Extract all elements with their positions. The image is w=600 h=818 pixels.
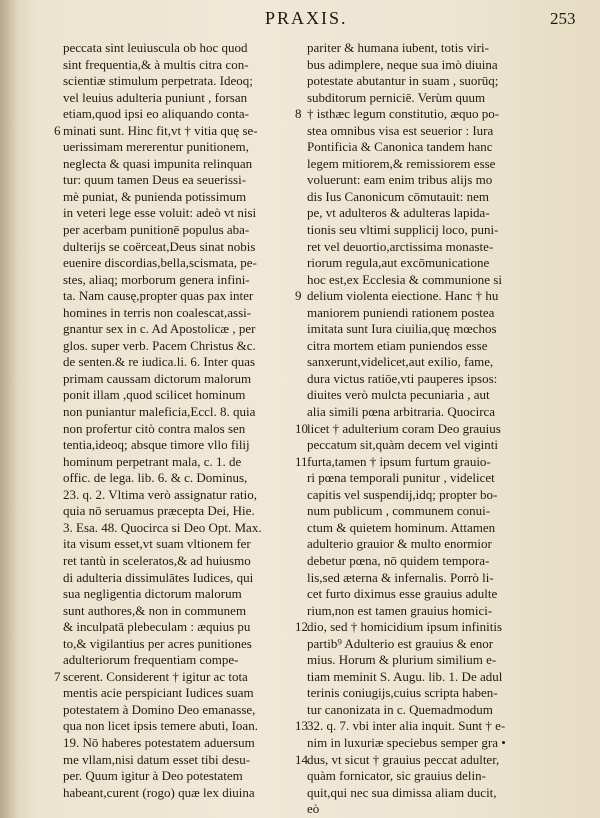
line-text: subditorum perniciē. Verùm quum bbox=[307, 89, 486, 105]
text-line bbox=[307, 487, 549, 504]
text-line bbox=[307, 685, 549, 702]
right-text-column bbox=[295, 40, 549, 818]
line-text: licet † adulterium coram Deo grauius bbox=[307, 420, 501, 436]
text-line bbox=[307, 57, 549, 74]
line-text: hominum perpetrant mala, c. 1. de bbox=[63, 453, 242, 469]
line-text: per. Quum igitur à Deo potestatem bbox=[63, 768, 243, 784]
margin-note-number: 7 bbox=[54, 668, 61, 684]
line-text: ret tantù in sceleratos,& ad huiusmo bbox=[63, 552, 251, 568]
line-text: minati sunt. Hinc fit,vt † vitia quę se- bbox=[63, 122, 258, 138]
line-text: mentis acie perspiciant Iudices suam bbox=[63, 685, 254, 701]
line-text: delium violenta eiectione. Hanc † hu bbox=[307, 288, 499, 304]
text-line bbox=[63, 652, 295, 669]
line-text: maniorem puniendi rationem postea bbox=[307, 304, 495, 320]
line-text: 32. q. 7. vbi inter alia inquit. Sunt † e- bbox=[307, 718, 506, 734]
line-text: gnantur sex in c. Ad Apostolicæ , per bbox=[63, 321, 256, 337]
line-text: stea omnibus visa est seuerior : Iura bbox=[307, 122, 494, 138]
line-text: etiam,quod ipsi eo aliquando conta- bbox=[63, 106, 249, 122]
text-line bbox=[63, 437, 295, 454]
text-line bbox=[295, 420, 549, 438]
line-text: rium,non est tamen grauius homici- bbox=[307, 602, 493, 618]
line-text: ri pœna temporali punitur , videlicet bbox=[307, 470, 495, 486]
text-line bbox=[295, 718, 549, 735]
text-line bbox=[63, 222, 295, 239]
line-text: uerissimam mererentur punitionem, bbox=[63, 139, 249, 155]
text-line bbox=[307, 239, 549, 256]
text-line bbox=[63, 387, 295, 404]
text-line bbox=[63, 503, 295, 520]
line-text: citra mortem etiam puniendos esse bbox=[307, 337, 488, 353]
text-line bbox=[63, 172, 295, 189]
page-gutter-shadow bbox=[0, 0, 18, 818]
line-text: in veteri lege esse voluit: adeò vt nisi bbox=[63, 205, 257, 221]
text-line bbox=[54, 122, 295, 140]
line-text: potestatem à Domino Deo emanasse, bbox=[63, 701, 256, 717]
line-text: hoc est,ex Ecclesia & communione si bbox=[307, 271, 502, 287]
text-line bbox=[307, 437, 549, 454]
line-text: sint frequentia,& à multis citra con- bbox=[63, 56, 249, 72]
line-text: dus, vt sicut † grauius peccat adulter, bbox=[307, 751, 500, 767]
text-line bbox=[63, 454, 295, 471]
line-text: diuites verò mulcta pecuniaria , aut bbox=[307, 387, 490, 403]
line-text: mius. Horum & plurium similium e- bbox=[307, 652, 497, 668]
text-line bbox=[307, 222, 549, 239]
line-text: num publicum , communem conui- bbox=[307, 503, 491, 519]
running-head: PRAXIS. bbox=[265, 8, 348, 28]
text-line bbox=[63, 586, 295, 603]
line-text: ret vel deuortio,arctissima monaste- bbox=[307, 238, 494, 254]
text-line bbox=[295, 106, 549, 123]
text-line bbox=[307, 354, 549, 371]
text-line bbox=[63, 470, 295, 487]
text-line bbox=[307, 470, 549, 487]
line-text: offic. de lega. lib. 6. & c. Dominus, bbox=[63, 470, 248, 486]
text-line bbox=[307, 123, 549, 140]
text-line bbox=[307, 801, 549, 818]
margin-note-number: 13 bbox=[295, 718, 308, 734]
line-text: voluerunt: eam enim tribus alijs mo bbox=[307, 172, 493, 188]
margin-note-number: 8 bbox=[295, 106, 302, 122]
line-text: sua negligentia dictorum malorum bbox=[63, 586, 242, 602]
text-line bbox=[63, 685, 295, 702]
line-text: ta. Nam causę,propter quas pax inter bbox=[63, 288, 254, 304]
line-text: alia simili pœna arbitraria. Quocirca bbox=[307, 404, 496, 420]
line-text: sanxerunt,videlicet,aut exilio, fame, bbox=[307, 354, 494, 370]
line-text: peccata sint leuiuscula ob hoc quod bbox=[63, 40, 248, 55]
line-text: adulterio grauior & multo enormior bbox=[307, 536, 492, 552]
margin-note-number: 6 bbox=[54, 122, 61, 138]
text-line bbox=[63, 73, 295, 90]
text-line bbox=[63, 487, 295, 504]
text-line bbox=[63, 40, 295, 57]
text-line bbox=[63, 371, 295, 388]
margin-note-number: 11 bbox=[295, 453, 308, 469]
line-text: dulterijs se coërceat,Deus sinat nobis bbox=[63, 238, 256, 254]
text-line bbox=[63, 536, 295, 553]
text-line bbox=[307, 73, 549, 90]
line-text: partib⁹ Adulterio est grauius & enor bbox=[307, 635, 494, 651]
line-text: pe, vt adulteros & adulteras lapida- bbox=[307, 205, 490, 221]
text-line bbox=[307, 338, 549, 355]
text-line bbox=[63, 520, 295, 537]
text-line bbox=[307, 785, 549, 802]
text-line bbox=[63, 718, 295, 735]
text-line bbox=[307, 189, 549, 206]
text-line bbox=[295, 453, 549, 471]
line-text: scerent. Considerent † igitur ac tota bbox=[63, 668, 248, 684]
line-text: to,& vigilantius per acres punitiones bbox=[63, 635, 252, 651]
text-line bbox=[63, 421, 295, 438]
page-number: 253 bbox=[550, 9, 576, 28]
line-text: capitis vel suspendij,idq; propter bo- bbox=[307, 486, 498, 502]
text-line bbox=[63, 735, 295, 752]
line-text: tur canonizata in c. Quemadmodum bbox=[307, 701, 493, 717]
line-text: † isthæc legum constitutio, æquo po- bbox=[307, 106, 500, 122]
text-line bbox=[63, 553, 295, 570]
line-text: debetur pœna, nō quidem tempora- bbox=[307, 552, 490, 568]
text-line bbox=[295, 751, 549, 769]
text-line bbox=[63, 156, 295, 173]
text-line bbox=[307, 272, 549, 289]
text-line bbox=[307, 139, 549, 156]
text-line bbox=[295, 288, 549, 305]
text-line bbox=[63, 768, 295, 785]
left-text-column bbox=[54, 40, 295, 801]
text-line bbox=[307, 669, 549, 686]
text-line bbox=[307, 553, 549, 570]
line-text: per acerbam punitionē populus aba- bbox=[63, 222, 250, 238]
line-text: legem mitiorem,& remissiorem esse bbox=[307, 155, 496, 171]
line-text: glos. super verb. Pacem Christus &c. bbox=[63, 337, 256, 353]
text-line bbox=[307, 305, 549, 322]
text-line bbox=[307, 570, 549, 587]
line-text: quàm fornicator, sic grauius delin- bbox=[307, 768, 486, 784]
text-line bbox=[63, 189, 295, 206]
line-text: potestate abutantur in suam , suorūq; bbox=[307, 73, 499, 89]
text-line bbox=[307, 40, 549, 57]
line-text: stes, aliaq; morborum genera infini- bbox=[63, 271, 250, 287]
line-text: nim in luxuriæ speciebus semper gra • bbox=[307, 734, 506, 750]
text-line bbox=[63, 752, 295, 769]
line-text: habeant,curent (rogo) quæ lex diuina bbox=[63, 784, 255, 800]
text-line bbox=[307, 702, 549, 719]
line-text: lis,sed æterna & infernalis. Porrò li- bbox=[307, 569, 494, 585]
line-text: peccatum sit,quàm decem vel viginti bbox=[307, 437, 498, 453]
line-text: cet furto diximus esse grauius adulte bbox=[307, 586, 498, 602]
text-line bbox=[63, 570, 295, 587]
text-line bbox=[307, 371, 549, 388]
text-line bbox=[63, 139, 295, 156]
line-text: de senten.& re iudica.li. 6. Inter quas bbox=[63, 354, 256, 370]
line-text: tentia,ideoq; absque timore vllo filij bbox=[63, 437, 250, 453]
margin-note-number: 10 bbox=[295, 420, 308, 436]
text-line bbox=[63, 702, 295, 719]
line-text: dura victus ratiōe,vti pauperes ipsos: bbox=[307, 370, 498, 386]
text-line bbox=[63, 636, 295, 653]
text-line bbox=[54, 668, 295, 686]
line-text: terinis coniugijs,cuius scripta haben- bbox=[307, 685, 498, 701]
line-text: bus adimplere, neque sua imò diuina bbox=[307, 56, 498, 72]
text-line bbox=[307, 255, 549, 272]
text-line bbox=[63, 205, 295, 222]
text-line bbox=[63, 288, 295, 305]
text-line bbox=[63, 619, 295, 636]
text-line bbox=[307, 205, 549, 222]
line-text: primam caussam dictorum malorum bbox=[63, 370, 252, 386]
margin-note-number: 12 bbox=[295, 619, 308, 635]
line-text: homines in terris non coalescat,assi- bbox=[63, 304, 252, 320]
margin-note-number: 14 bbox=[295, 751, 308, 767]
text-line bbox=[63, 90, 295, 107]
line-text: euenire discordias,bella,scismata, pe- bbox=[63, 255, 257, 271]
line-text: quia nō seruamus præcepta Dei, Hie. bbox=[63, 503, 255, 519]
line-text: & inculpatā plebeculam : æquius pu bbox=[63, 619, 251, 635]
line-text: dis Ius Canonicum cōmutauit: nem bbox=[307, 188, 489, 204]
text-line bbox=[307, 735, 549, 752]
line-text: tiam meminit S. Augu. lib. 1. De adul bbox=[307, 668, 503, 684]
text-line bbox=[307, 404, 549, 421]
line-text: ponit illam ,quod scilicet hominum bbox=[63, 387, 246, 403]
text-line bbox=[307, 321, 549, 338]
line-text: non puniantur maleficia,Eccl. 8. quia bbox=[63, 404, 256, 420]
text-line bbox=[63, 404, 295, 421]
text-line bbox=[63, 603, 295, 620]
line-text: neglecta & quasi impunita relinquan bbox=[63, 155, 253, 171]
text-line bbox=[63, 785, 295, 802]
text-line bbox=[307, 536, 549, 553]
line-text: qua non licet ipsis temere abuti, Ioan. bbox=[63, 718, 258, 734]
text-line bbox=[307, 503, 549, 520]
text-line bbox=[63, 338, 295, 355]
text-line bbox=[307, 768, 549, 785]
line-text: pariter & humana iubent, totis viri- bbox=[307, 40, 489, 55]
text-line bbox=[63, 106, 295, 123]
text-line bbox=[307, 636, 549, 653]
text-line bbox=[63, 57, 295, 74]
line-text: tur: quum tamen Deus ea seuerissi- bbox=[63, 172, 247, 188]
text-line bbox=[63, 321, 295, 338]
text-line bbox=[63, 239, 295, 256]
text-line bbox=[307, 156, 549, 173]
text-line bbox=[307, 652, 549, 669]
line-text: non profertur citò contra malos sen bbox=[63, 420, 246, 436]
line-text: 3. Esa. 48. Quocirca si Deo Opt. Max. bbox=[63, 519, 262, 535]
line-text: eò bbox=[307, 801, 320, 817]
text-line bbox=[307, 387, 549, 404]
line-text: mè puniat, & punienda potissimum bbox=[63, 188, 247, 204]
line-text: vel leuius adulteria puniunt , forsan bbox=[63, 89, 248, 105]
line-text: 23. q. 2. Vltima verò assignatur ratio, bbox=[63, 486, 258, 502]
line-text: quit,qui nec sua dimissa aliam ducit, bbox=[307, 784, 497, 800]
text-line bbox=[307, 603, 549, 620]
line-text: ita visum esset,vt suam vltionem fer bbox=[63, 536, 251, 552]
text-line bbox=[307, 172, 549, 189]
line-text: Pontificia & Canonica tandem hanc bbox=[307, 139, 493, 155]
line-text: tionis seu vltimi supplicij loco, puni- bbox=[307, 222, 499, 238]
margin-note-number: 9 bbox=[295, 288, 302, 304]
line-text: 19. Nō haberes potestatem aduersum bbox=[63, 734, 255, 750]
line-text: di adulteria dissimulātes Iudices, qui bbox=[63, 569, 254, 585]
line-text: furta,tamen † ipsum furtum grauio- bbox=[307, 453, 491, 469]
text-line bbox=[63, 354, 295, 371]
line-text: scientiæ stimulum perpetrata. Ideoq; bbox=[63, 73, 253, 89]
text-line bbox=[295, 619, 549, 636]
line-text: sunt authores,& non in communem bbox=[63, 602, 247, 618]
text-line bbox=[307, 520, 549, 537]
text-line bbox=[307, 90, 549, 107]
line-text: ctum & quietem hominum. Attamen bbox=[307, 519, 496, 535]
line-text: riorum regula,aut excōmunicatione bbox=[307, 255, 490, 271]
text-line bbox=[307, 586, 549, 603]
line-text: imitata sunt Iura ciuilia,quę mœchos bbox=[307, 321, 497, 337]
text-line bbox=[63, 305, 295, 322]
text-line bbox=[63, 272, 295, 289]
line-text: dio, sed † homicidium ipsum infinitis bbox=[307, 619, 502, 635]
line-text: adulteriorum frequentiam compe- bbox=[63, 652, 239, 668]
text-line bbox=[63, 255, 295, 272]
line-text: me vllam,nisi datum esset tibi desu- bbox=[63, 751, 251, 767]
